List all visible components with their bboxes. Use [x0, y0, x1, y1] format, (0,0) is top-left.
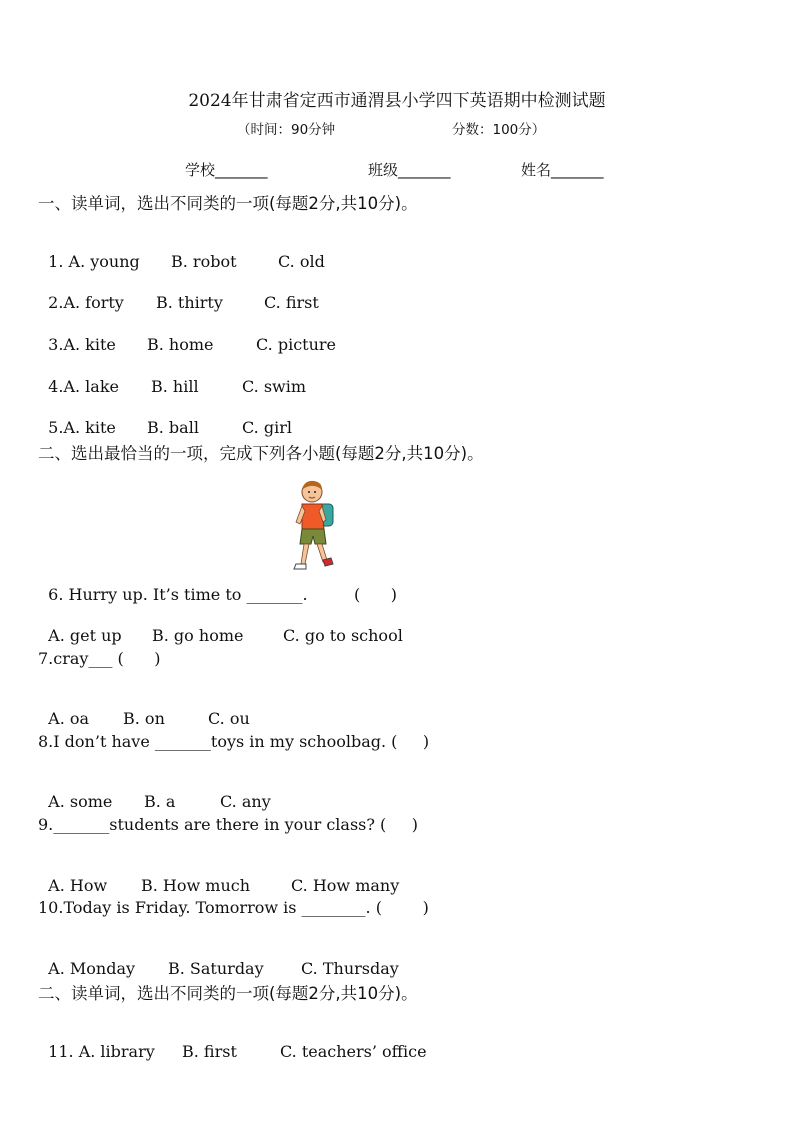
question-1: [38, 233, 325, 271]
option-a: A. How: [48, 876, 108, 895]
option-c: C. girl: [242, 418, 292, 437]
option-c: C. go to school: [283, 626, 403, 645]
question-10-options: [38, 940, 399, 978]
question-4: [38, 358, 307, 396]
option-b: B. ball: [147, 418, 199, 437]
exam-score: 分数：100分）: [452, 122, 546, 138]
option-a: A. oa: [48, 709, 90, 728]
question-6-options: [38, 607, 403, 645]
section-heading: 二、选出最恰当的一项，完成下列各小题(每题2分,共10分)。: [38, 444, 484, 463]
option-b: B. robot: [171, 252, 237, 271]
question-8: 8.I don’t have _______toys in my schoolbag. ( ): [38, 732, 430, 751]
question-11: [38, 1023, 427, 1061]
option-c: C. ou: [208, 709, 250, 728]
question-9: 9._______students are there in your class? ( ): [38, 815, 418, 834]
option-a: 11. A. library: [48, 1042, 155, 1061]
question-6: [38, 566, 397, 604]
option-a: 2.A. forty: [48, 293, 124, 312]
option-b: B. first: [182, 1042, 237, 1061]
question-10: 10.Today is Friday. Tomorrow is ________. ( ): [38, 898, 429, 917]
option-c: C. first: [264, 293, 319, 312]
option-a: A. some: [48, 792, 113, 811]
option-b: B. hill: [151, 377, 199, 396]
option-b: B. thirty: [156, 293, 223, 312]
question-8-options: [38, 773, 271, 811]
question-7: 7.cray___ ( ): [38, 649, 161, 668]
option-b: B. go home: [152, 626, 244, 645]
option-c: C. How many: [291, 876, 400, 895]
option-b: B. How much: [141, 876, 251, 895]
option-a: A. get up: [48, 626, 122, 645]
option-a: A. Monday: [48, 959, 136, 978]
option-c: C. teachers’ office: [280, 1042, 427, 1061]
school-field: 学校_______: [185, 161, 268, 179]
question-2: [38, 274, 319, 312]
question-3: [38, 316, 337, 354]
option-b: B. a: [144, 792, 176, 811]
option-b: B. on: [123, 709, 165, 728]
option-a: 4.A. lake: [48, 377, 119, 396]
question-9-options: [38, 857, 400, 895]
option-a: 3.A. kite: [48, 335, 116, 354]
question-text: 6. Hurry up. It’s time to _______.: [48, 585, 308, 604]
section-heading: 一、读单词，选出不同类的一项(每题2分,共10分)。: [38, 194, 418, 213]
boy-with-backpack-illustration: [290, 478, 342, 578]
answer-parentheses: ( ): [354, 585, 397, 604]
option-b: B. Saturday: [168, 959, 264, 978]
option-c: C. old: [278, 252, 325, 271]
option-c: C. any: [220, 792, 271, 811]
option-a: 1. A. young: [48, 252, 140, 271]
section-heading: 二、读单词，选出不同类的一项(每题2分,共10分)。: [38, 984, 418, 1003]
option-a: 5.A. kite: [48, 418, 116, 437]
option-c: C. swim: [242, 377, 307, 396]
exam-time: （时间：90分钟: [237, 122, 336, 138]
question-7-options: [38, 690, 250, 728]
option-b: B. home: [147, 335, 214, 354]
name-field: 姓名_______: [521, 161, 604, 179]
page-title: 2024年甘肃省定西市通渭县小学四下英语期中检测试题: [188, 91, 606, 111]
question-5: [38, 399, 292, 437]
option-c: C. Thursday: [301, 959, 399, 978]
class-field: 班级_______: [368, 161, 451, 179]
option-c: C. picture: [256, 335, 337, 354]
